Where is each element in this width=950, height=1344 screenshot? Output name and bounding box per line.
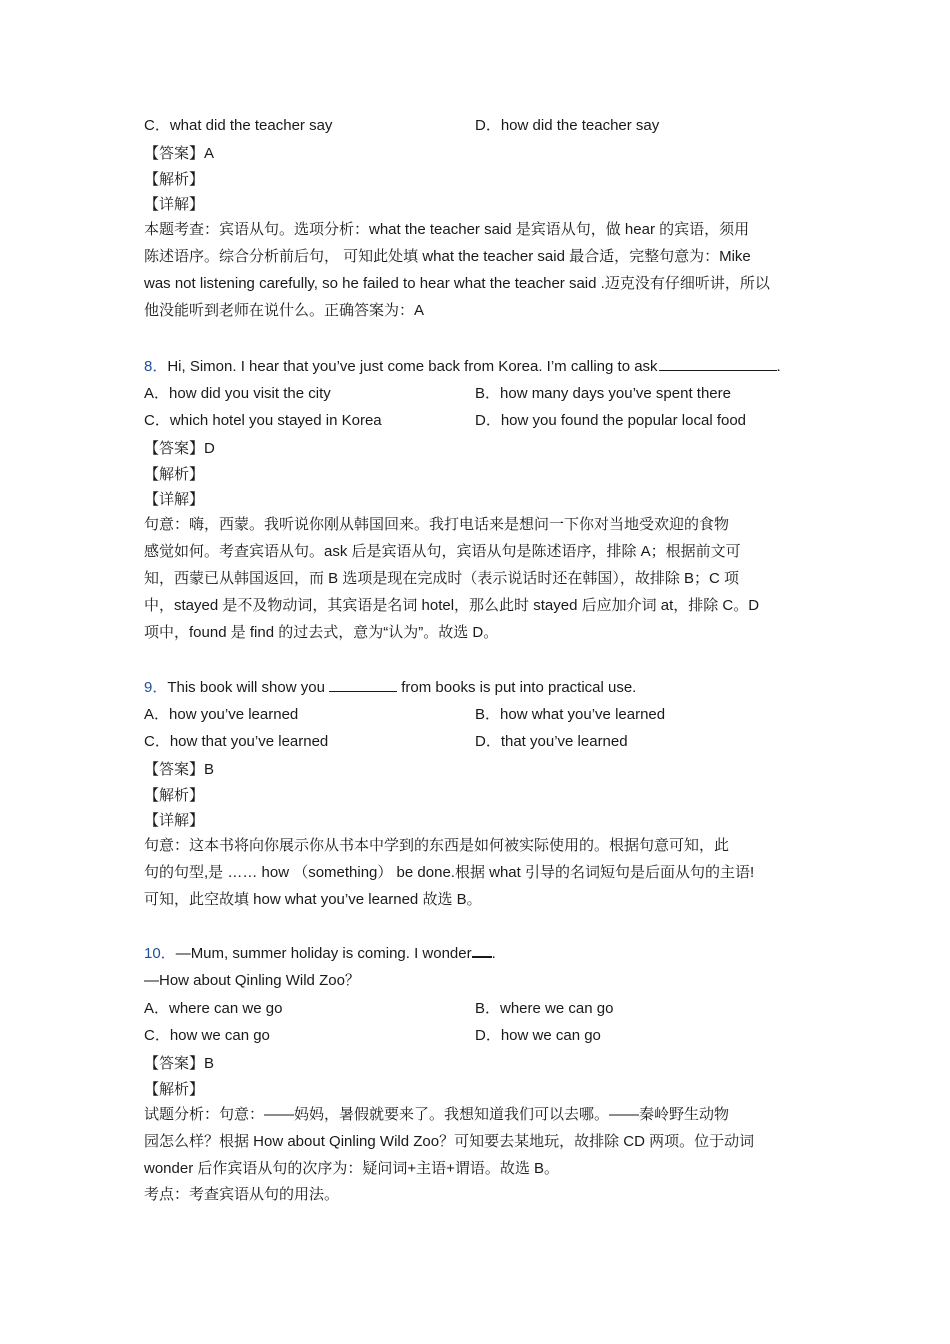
q8-analysis-label: 【解析】 bbox=[144, 466, 205, 483]
q10-explanation bbox=[144, 1101, 808, 1182]
q9-number: 9． bbox=[144, 679, 168, 696]
q10-option-c: C．how we can go bbox=[144, 1027, 270, 1044]
q8-blank bbox=[659, 356, 777, 371]
q9-stem-text-a: This book will show you bbox=[167, 679, 330, 696]
q10-stem bbox=[144, 940, 814, 967]
q7-detail-label: 【详解】 bbox=[144, 196, 205, 213]
q8-explanation bbox=[144, 511, 808, 646]
q9-detail-label: 【详解】 bbox=[144, 812, 205, 829]
q8-explanation-line: 知，西蒙已从韩国返回，而 B 选项是现在完成时（表示说话时还在韩国），故排除 B；C 项 bbox=[144, 570, 740, 587]
q10-option-d: D．how we can go bbox=[475, 1027, 601, 1044]
q10-analysis-label: 【解析】 bbox=[144, 1081, 205, 1098]
q9-option-c: C．how that you’ve learned bbox=[144, 733, 329, 750]
q10-stem-text: —Mum, summer holiday is coming. I wonder bbox=[175, 945, 472, 962]
q8-explanation-line: 句意：嗨，西蒙。我听说你刚从韩国回来。我打电话来是想问一下你对当地受欢迎的食物 bbox=[144, 516, 730, 533]
q10-kaodian: 考点：考查宾语从句的用法。 bbox=[144, 1186, 340, 1203]
q9-explanation-line: 句意：这本书将向你展示你从书本中学到的东西是如何被实际使用的。根据句意可知，此 bbox=[144, 837, 730, 854]
q9-option-d: D．that you’ve learned bbox=[475, 733, 628, 750]
q10-option-a: A．where can we go bbox=[144, 1000, 283, 1017]
q10-number: 10． bbox=[144, 945, 176, 962]
q7-analysis-label: 【解析】 bbox=[144, 171, 205, 188]
q10-explanation-line: 园怎么样？根据 How about Qinling Wild Zoo？可知要去某地玩，故排除 CD 两项。位于动词 bbox=[144, 1133, 755, 1150]
q9-answer: 【答案】B bbox=[144, 761, 215, 778]
q8-answer: 【答案】D bbox=[144, 440, 215, 457]
q8-explanation-line: 感觉如何。考查宾语从句。ask 后是宾语从句，宾语从句是陈述语序，排除 A；根据前文可 bbox=[144, 543, 741, 560]
q9-option-b: B．how what you’ve learned bbox=[475, 706, 666, 723]
q7-answer: 【答案】A bbox=[144, 145, 215, 162]
q10-option-b: B．where we can go bbox=[475, 1000, 614, 1017]
q9-blank bbox=[329, 677, 397, 692]
q8-stem-end: . bbox=[776, 358, 781, 375]
q8-option-b: B．how many days you’ve spent there bbox=[475, 385, 731, 402]
q7-explanation-line: was not listening carefully, so he failed to hear what the teacher said .迈克没有仔细听讲，所以 bbox=[144, 275, 770, 292]
q8-stem bbox=[144, 353, 814, 380]
q8-option-a: A．how did you visit the city bbox=[144, 385, 331, 402]
q7-option-d: D．how did the teacher say bbox=[475, 117, 660, 134]
q7-explanation-line: 他没能听到老师在说什么。正确答案为：A bbox=[144, 302, 425, 319]
q10-explanation-line: wonder 后作宾语从句的次序为：疑问词+主语+谓语。故选 B。 bbox=[144, 1160, 560, 1177]
q9-explanation-line: 句的句型,是 …… how （something） be done.根据 what 引导的名词短句是后面从句的主语! bbox=[144, 864, 755, 881]
q9-explanation bbox=[144, 832, 808, 913]
q8-explanation-line: 中，stayed 是不及物动词，其宾语是名词 hotel，那么此时 stayed 后应加介词 at，排除 C。D bbox=[144, 597, 760, 614]
q7-explanation-line: 陈述语序。综合分析前后句， 可知此处填 what the teacher said 最合适，完整句意为：Mike bbox=[144, 248, 751, 265]
q8-explanation-line: 项中，found 是 find 的过去式，意为“认为”。故选 D。 bbox=[144, 624, 499, 641]
q9-option-a: A．how you’ve learned bbox=[144, 706, 299, 723]
q9-explanation-line: 可知，此空故填 how what you’ve learned 故选 B。 bbox=[144, 891, 482, 908]
q10-stem-end: . bbox=[491, 945, 496, 962]
q9-stem bbox=[144, 674, 814, 701]
q8-option-d: D．how you found the popular local food bbox=[475, 412, 747, 429]
q8-detail-label: 【详解】 bbox=[144, 491, 205, 508]
q8-option-c: C．which hotel you stayed in Korea bbox=[144, 412, 382, 429]
q9-analysis-label: 【解析】 bbox=[144, 787, 205, 804]
q10-explanation-line: 试题分析：句意：——妈妈，暑假就要来了。我想知道我们可以去哪。——秦岭野生动物 bbox=[144, 1106, 730, 1123]
q8-number: 8． bbox=[144, 358, 168, 375]
q10-answer: 【答案】B bbox=[144, 1055, 215, 1072]
q10-reply: —How about Qinling Wild Zoo？ bbox=[144, 972, 360, 989]
q9-stem-text-b: from books is put into practical use. bbox=[397, 679, 637, 696]
q7-explanation bbox=[144, 216, 808, 324]
q8-stem-text: Hi, Simon. I hear that you’ve just come back from Korea. I’m calling to ask bbox=[167, 358, 658, 375]
q7-option-c: C．what did the teacher say bbox=[144, 117, 333, 134]
q7-explanation-line: 本题考查：宾语从句。选项分析：what the teacher said 是宾语从句，做 hear 的宾语，须用 bbox=[144, 221, 750, 238]
q10-blank bbox=[472, 942, 492, 958]
